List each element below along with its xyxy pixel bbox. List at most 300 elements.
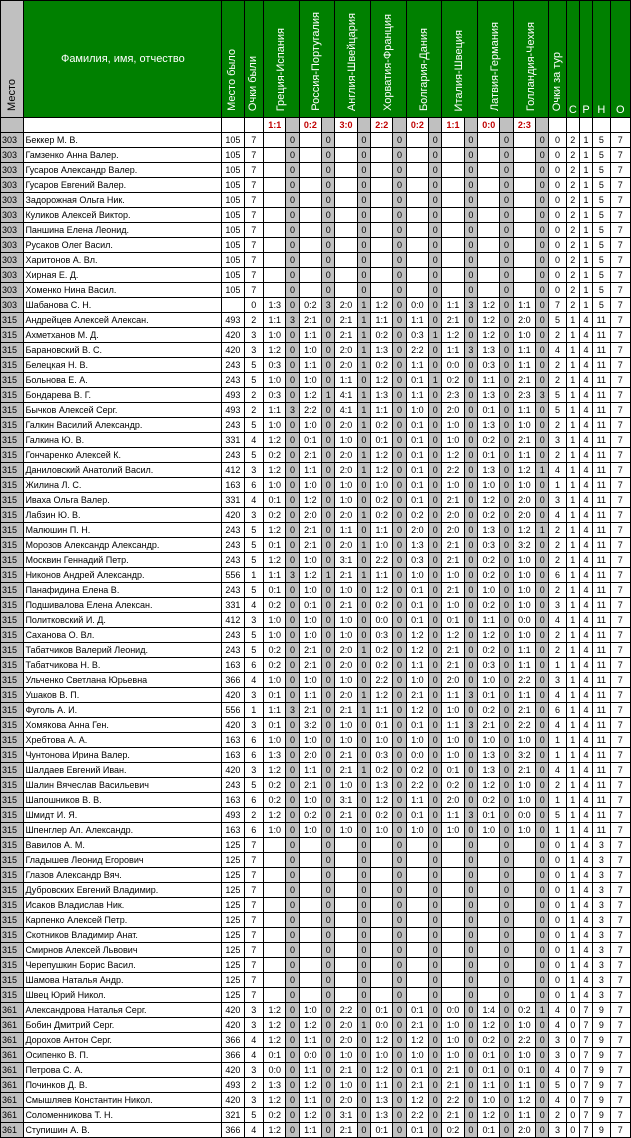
prediction-cell bbox=[406, 898, 428, 913]
match-points-cell: 0 bbox=[429, 463, 442, 478]
prev-points-cell: 5 bbox=[244, 778, 263, 793]
match-points-cell: 0 bbox=[429, 268, 442, 283]
prediction-cell bbox=[442, 943, 464, 958]
match-points-cell: 0 bbox=[464, 253, 477, 268]
prediction-cell: 0:2 bbox=[371, 763, 393, 778]
prediction-cell bbox=[299, 253, 321, 268]
match-points-cell: 0 bbox=[393, 763, 406, 778]
match-points-cell: 0 bbox=[536, 343, 549, 358]
prediction-cell: 0:1 bbox=[406, 493, 428, 508]
match-points-cell: 0 bbox=[500, 298, 513, 313]
match-points-cell: 0 bbox=[429, 868, 442, 883]
prev-place-cell: 420 bbox=[222, 508, 244, 523]
prediction-cell bbox=[478, 913, 500, 928]
prev-points-cell: 5 bbox=[244, 553, 263, 568]
prediction-cell: 2:2 bbox=[406, 343, 428, 358]
prediction-cell bbox=[371, 958, 393, 973]
prediction-cell: 0:1 bbox=[478, 808, 500, 823]
prediction-cell bbox=[371, 988, 393, 1003]
match-points-cell: 0 bbox=[322, 853, 335, 868]
prediction-cell: 1:2 bbox=[478, 328, 500, 343]
prev-points-cell: 6 bbox=[244, 733, 263, 748]
stat-cell: 7 bbox=[610, 478, 630, 493]
tour-points-cell: 0 bbox=[549, 253, 566, 268]
prediction-cell bbox=[442, 193, 464, 208]
prediction-cell: 0:3 bbox=[478, 358, 500, 373]
match-points-cell: 0 bbox=[429, 1078, 442, 1093]
results-row bbox=[1, 118, 631, 133]
name-cell: Морозов Александр Александр. bbox=[24, 538, 222, 553]
header-name: Фамилия, имя, отчество bbox=[24, 1, 222, 118]
match-points-cell: 0 bbox=[536, 673, 549, 688]
prev-points-cell: 7 bbox=[244, 148, 263, 163]
prediction-cell bbox=[299, 943, 321, 958]
prediction-cell bbox=[335, 133, 357, 148]
place-cell: 315 bbox=[1, 538, 24, 553]
place-cell: 361 bbox=[1, 1093, 24, 1108]
stat-cell: 4 bbox=[579, 763, 592, 778]
prediction-cell: 1:1 bbox=[513, 658, 535, 673]
prediction-cell: 1:1 bbox=[263, 703, 285, 718]
match-points-cell: 0 bbox=[286, 538, 299, 553]
match-points-cell: 0 bbox=[500, 448, 513, 463]
match-points-cell: 0 bbox=[322, 553, 335, 568]
place-cell: 315 bbox=[1, 583, 24, 598]
table-row bbox=[1, 343, 631, 358]
match-points-cell: 0 bbox=[536, 808, 549, 823]
stat-cell: 11 bbox=[593, 328, 610, 343]
prediction-cell: 1:0 bbox=[478, 733, 500, 748]
table-row bbox=[1, 1108, 631, 1123]
match-points-cell: 0 bbox=[429, 568, 442, 583]
prediction-cell: 1:1 bbox=[406, 388, 428, 403]
match-points-cell: 0 bbox=[357, 793, 370, 808]
prediction-cell bbox=[335, 268, 357, 283]
name-cell: Русаков Олег Васил. bbox=[24, 238, 222, 253]
prediction-cell bbox=[513, 148, 535, 163]
match-points-cell: 0 bbox=[322, 523, 335, 538]
match-points-cell: 0 bbox=[500, 658, 513, 673]
prediction-cell bbox=[478, 268, 500, 283]
tour-points-cell: 0 bbox=[549, 868, 566, 883]
prev-place-cell: 105 bbox=[222, 133, 244, 148]
stat-cell: 1 bbox=[566, 433, 579, 448]
prediction-cell: 1:1 bbox=[335, 523, 357, 538]
match-points-cell: 0 bbox=[286, 898, 299, 913]
prediction-cell: 2:0 bbox=[513, 508, 535, 523]
match-points-cell: 0 bbox=[464, 823, 477, 838]
match-points-cell: 0 bbox=[429, 253, 442, 268]
match-points-cell: 0 bbox=[286, 958, 299, 973]
results-spacer bbox=[500, 118, 513, 133]
prediction-cell: 1:1 bbox=[299, 358, 321, 373]
stat-cell: 7 bbox=[610, 358, 630, 373]
stat-cell: 11 bbox=[593, 403, 610, 418]
match-points-cell: 0 bbox=[429, 1048, 442, 1063]
table-row bbox=[1, 553, 631, 568]
match-points-cell: 0 bbox=[357, 133, 370, 148]
match-points-cell: 0 bbox=[500, 478, 513, 493]
match-points-cell: 0 bbox=[500, 433, 513, 448]
name-cell: Больнова Е. А. bbox=[24, 373, 222, 388]
table-row bbox=[1, 883, 631, 898]
prediction-cell: 1:1 bbox=[513, 343, 535, 358]
prediction-cell bbox=[513, 268, 535, 283]
stat-cell: 7 bbox=[610, 1033, 630, 1048]
match-points-cell: 0 bbox=[536, 403, 549, 418]
stat-cell: 2 bbox=[566, 148, 579, 163]
place-cell: 303 bbox=[1, 178, 24, 193]
prediction-cell bbox=[335, 943, 357, 958]
stat-cell: 7 bbox=[610, 388, 630, 403]
stat-cell: 7 bbox=[579, 1078, 592, 1093]
match-points-cell: 3 bbox=[464, 808, 477, 823]
prediction-cell bbox=[371, 208, 393, 223]
prediction-cell bbox=[371, 838, 393, 853]
stat-cell: 3 bbox=[593, 928, 610, 943]
prediction-cell: 1:0 bbox=[513, 598, 535, 613]
stat-cell: 1 bbox=[566, 613, 579, 628]
table-row bbox=[1, 1078, 631, 1093]
match-points-cell: 0 bbox=[500, 898, 513, 913]
name-cell: Белецкая Н. В. bbox=[24, 358, 222, 373]
stat-cell: 7 bbox=[610, 868, 630, 883]
prediction-cell: 0:0 bbox=[299, 1048, 321, 1063]
match-points-cell: 0 bbox=[393, 523, 406, 538]
name-cell: Гусаров Евгений Валер. bbox=[24, 178, 222, 193]
match-points-cell: 0 bbox=[536, 688, 549, 703]
prediction-cell bbox=[263, 148, 285, 163]
match-points-cell: 0 bbox=[322, 1063, 335, 1078]
prediction-cell bbox=[442, 988, 464, 1003]
match-points-cell: 0 bbox=[464, 238, 477, 253]
match-points-cell: 0 bbox=[357, 523, 370, 538]
stat-cell: 0 bbox=[566, 1033, 579, 1048]
match-points-cell: 0 bbox=[500, 253, 513, 268]
prev-place-cell: 163 bbox=[222, 823, 244, 838]
prediction-cell: 1:1 bbox=[442, 343, 464, 358]
match-points-cell: 0 bbox=[357, 973, 370, 988]
name-cell: Даниловский Анатолий Васил. bbox=[24, 463, 222, 478]
prediction-cell: 1:0 bbox=[371, 733, 393, 748]
stat-cell: 4 bbox=[579, 583, 592, 598]
match-points-cell: 0 bbox=[357, 613, 370, 628]
match-points-cell: 0 bbox=[464, 193, 477, 208]
prediction-cell: 2:2 bbox=[513, 1033, 535, 1048]
prediction-cell bbox=[513, 163, 535, 178]
match-points-cell: 1 bbox=[357, 643, 370, 658]
prev-place-cell: 125 bbox=[222, 853, 244, 868]
stat-cell: 7 bbox=[579, 1063, 592, 1078]
stat-cell: 1 bbox=[566, 928, 579, 943]
table-row bbox=[1, 1033, 631, 1048]
prediction-cell bbox=[513, 943, 535, 958]
stat-cell: 4 bbox=[579, 463, 592, 478]
match-points-cell: 0 bbox=[357, 733, 370, 748]
header-match-5: Болгария-Дания bbox=[406, 1, 442, 118]
name-cell: Ахметханов М. Д. bbox=[24, 328, 222, 343]
tour-points-cell: 5 bbox=[549, 388, 566, 403]
prediction-cell: 1:1 bbox=[299, 1123, 321, 1138]
match-points-cell: 0 bbox=[322, 658, 335, 673]
match-points-cell: 0 bbox=[393, 1078, 406, 1093]
prediction-cell: 1:0 bbox=[513, 733, 535, 748]
match-points-cell: 0 bbox=[322, 283, 335, 298]
name-cell: Хребтова А. А. bbox=[24, 733, 222, 748]
prediction-cell: 1:0 bbox=[442, 433, 464, 448]
match-points-cell: 0 bbox=[536, 163, 549, 178]
match-points-cell: 0 bbox=[500, 613, 513, 628]
prediction-cell: 2:2 bbox=[371, 673, 393, 688]
stat-cell: 1 bbox=[579, 223, 592, 238]
prev-points-cell: 5 bbox=[244, 358, 263, 373]
prediction-cell bbox=[513, 883, 535, 898]
match-points-cell: 0 bbox=[286, 1093, 299, 1108]
table-row bbox=[1, 748, 631, 763]
table-row bbox=[1, 268, 631, 283]
match-points-cell: 0 bbox=[429, 883, 442, 898]
prediction-cell: 1:2 bbox=[478, 778, 500, 793]
prev-points-cell: 3 bbox=[244, 763, 263, 778]
prev-place-cell: 493 bbox=[222, 403, 244, 418]
match-points-cell: 0 bbox=[322, 403, 335, 418]
header-match-6: Италия-Швеция bbox=[442, 1, 478, 118]
prev-points-cell: 5 bbox=[244, 538, 263, 553]
tour-points-cell: 0 bbox=[549, 913, 566, 928]
match-result: 2:2 bbox=[371, 118, 393, 133]
prediction-cell: 3:1 bbox=[335, 1108, 357, 1123]
prediction-cell: 1:0 bbox=[442, 733, 464, 748]
place-cell: 361 bbox=[1, 1108, 24, 1123]
name-cell: Табатчикова Н. В. bbox=[24, 658, 222, 673]
prediction-cell bbox=[442, 838, 464, 853]
tour-points-cell: 0 bbox=[549, 988, 566, 1003]
stat-cell: 11 bbox=[593, 358, 610, 373]
tour-points-cell: 0 bbox=[549, 223, 566, 238]
place-cell: 315 bbox=[1, 793, 24, 808]
match-points-cell: 0 bbox=[429, 208, 442, 223]
prev-place-cell: 105 bbox=[222, 193, 244, 208]
prediction-cell: 1:0 bbox=[513, 1018, 535, 1033]
match-points-cell: 0 bbox=[286, 1033, 299, 1048]
prediction-cell: 1:1 bbox=[513, 403, 535, 418]
table-row bbox=[1, 1093, 631, 1108]
place-cell: 315 bbox=[1, 613, 24, 628]
prediction-cell: 2:1 bbox=[442, 493, 464, 508]
match-points-cell: 0 bbox=[536, 988, 549, 1003]
place-cell: 303 bbox=[1, 253, 24, 268]
stat-cell: 11 bbox=[593, 523, 610, 538]
prediction-cell bbox=[406, 943, 428, 958]
match-points-cell: 3 bbox=[286, 313, 299, 328]
stat-cell: 7 bbox=[610, 733, 630, 748]
match-points-cell: 0 bbox=[536, 418, 549, 433]
stat-cell: 7 bbox=[610, 238, 630, 253]
match-points-cell: 0 bbox=[322, 328, 335, 343]
stat-cell: 0 bbox=[566, 1093, 579, 1108]
match-points-cell: 0 bbox=[464, 538, 477, 553]
match-points-cell: 1 bbox=[357, 328, 370, 343]
prediction-cell: 1:2 bbox=[263, 1033, 285, 1048]
prev-points-cell: 4 bbox=[244, 1033, 263, 1048]
results-spacer bbox=[393, 118, 406, 133]
match-points-cell: 0 bbox=[464, 883, 477, 898]
stat-cell: 9 bbox=[593, 1033, 610, 1048]
prev-points-cell: 5 bbox=[244, 448, 263, 463]
prediction-cell: 1:0 bbox=[513, 793, 535, 808]
stat-cell: 1 bbox=[566, 493, 579, 508]
stat-cell: 1 bbox=[566, 643, 579, 658]
prediction-cell bbox=[406, 883, 428, 898]
prev-place-cell: 420 bbox=[222, 688, 244, 703]
match-points-cell: 0 bbox=[286, 973, 299, 988]
prediction-cell: 1:0 bbox=[299, 673, 321, 688]
stat-cell: 1 bbox=[579, 238, 592, 253]
place-cell: 315 bbox=[1, 733, 24, 748]
prediction-cell: 0:1 bbox=[406, 433, 428, 448]
match-points-cell: 0 bbox=[357, 943, 370, 958]
match-result: 2:3 bbox=[513, 118, 535, 133]
stat-cell: 7 bbox=[610, 298, 630, 313]
prediction-cell: 1:3 bbox=[478, 343, 500, 358]
prediction-cell: 0:1 bbox=[371, 1003, 393, 1018]
match-points-cell: 0 bbox=[464, 853, 477, 868]
prev-place-cell: 331 bbox=[222, 433, 244, 448]
match-points-cell: 0 bbox=[286, 148, 299, 163]
match-points-cell: 0 bbox=[500, 223, 513, 238]
match-points-cell: 0 bbox=[357, 163, 370, 178]
prev-points-cell: 5 bbox=[244, 1108, 263, 1123]
name-cell: Петрова С. А. bbox=[24, 1063, 222, 1078]
table-row bbox=[1, 718, 631, 733]
stat-cell: 1 bbox=[579, 268, 592, 283]
match-points-cell: 0 bbox=[322, 433, 335, 448]
match-points-cell: 0 bbox=[500, 178, 513, 193]
prediction-cell: 1:2 bbox=[442, 328, 464, 343]
prediction-cell: 1:3 bbox=[371, 388, 393, 403]
match-points-cell: 0 bbox=[357, 553, 370, 568]
prediction-cell bbox=[335, 988, 357, 1003]
match-points-cell: 0 bbox=[286, 928, 299, 943]
stat-cell: 7 bbox=[579, 1093, 592, 1108]
prediction-cell: 2:0 bbox=[335, 343, 357, 358]
match-points-cell: 3 bbox=[464, 688, 477, 703]
match-points-cell: 1 bbox=[322, 388, 335, 403]
match-points-cell: 0 bbox=[357, 148, 370, 163]
prev-place-cell: 105 bbox=[222, 148, 244, 163]
place-cell: 315 bbox=[1, 388, 24, 403]
prediction-cell: 1:1 bbox=[299, 1093, 321, 1108]
prediction-cell: 0:3 bbox=[406, 328, 428, 343]
prediction-cell bbox=[478, 253, 500, 268]
match-points-cell: 0 bbox=[393, 913, 406, 928]
prediction-cell bbox=[406, 868, 428, 883]
prediction-cell: 0:0 bbox=[263, 1063, 285, 1078]
match-points-cell: 0 bbox=[393, 1018, 406, 1033]
stat-cell: 1 bbox=[566, 913, 579, 928]
prediction-cell: 1:2 bbox=[371, 373, 393, 388]
match-points-cell: 0 bbox=[393, 883, 406, 898]
match-points-cell: 0 bbox=[500, 238, 513, 253]
match-points-cell: 0 bbox=[322, 973, 335, 988]
match-points-cell: 0 bbox=[536, 358, 549, 373]
name-cell: Фуголь А. И. bbox=[24, 703, 222, 718]
match-points-cell: 0 bbox=[322, 313, 335, 328]
prediction-cell bbox=[478, 943, 500, 958]
match-points-cell: 0 bbox=[429, 748, 442, 763]
prediction-cell: 0:1 bbox=[442, 763, 464, 778]
match-points-cell: 0 bbox=[357, 1108, 370, 1123]
stat-cell: 1 bbox=[566, 313, 579, 328]
place-cell: 361 bbox=[1, 1018, 24, 1033]
stat-cell: 2 bbox=[566, 283, 579, 298]
match-points-cell: 0 bbox=[536, 568, 549, 583]
table-row bbox=[1, 433, 631, 448]
prediction-cell bbox=[442, 973, 464, 988]
prev-points-cell: 4 bbox=[244, 673, 263, 688]
prediction-cell: 2:0 bbox=[335, 688, 357, 703]
stat-cell: 1 bbox=[579, 163, 592, 178]
table-row bbox=[1, 418, 631, 433]
prediction-cell: 0:2 bbox=[442, 1123, 464, 1138]
match-points-cell: 0 bbox=[286, 448, 299, 463]
match-points-cell: 0 bbox=[536, 238, 549, 253]
match-points-cell: 0 bbox=[500, 913, 513, 928]
name-cell: Шпенглер Ал. Александр. bbox=[24, 823, 222, 838]
prev-place-cell: 163 bbox=[222, 658, 244, 673]
prediction-cell: 2:1 bbox=[299, 313, 321, 328]
prediction-cell bbox=[371, 898, 393, 913]
name-cell: Соломенникова Т. Н. bbox=[24, 1108, 222, 1123]
match-points-cell: 0 bbox=[357, 823, 370, 838]
match-points-cell: 0 bbox=[536, 133, 549, 148]
prediction-cell: 2:1 bbox=[513, 763, 535, 778]
match-points-cell: 0 bbox=[429, 1063, 442, 1078]
prediction-cell: 1:1 bbox=[478, 1078, 500, 1093]
match-points-cell: 0 bbox=[536, 1048, 549, 1063]
prediction-cell: 2:1 bbox=[299, 658, 321, 673]
stat-cell: 1 bbox=[579, 178, 592, 193]
stat-cell: 4 bbox=[579, 613, 592, 628]
prediction-cell: 1:3 bbox=[263, 298, 285, 313]
match-points-cell: 0 bbox=[322, 898, 335, 913]
stat-cell: 11 bbox=[593, 343, 610, 358]
name-cell: Александрова Наталья Серг. bbox=[24, 1003, 222, 1018]
match-points-cell: 0 bbox=[286, 238, 299, 253]
tour-points-cell: 4 bbox=[549, 688, 566, 703]
stat-cell: 2 bbox=[566, 133, 579, 148]
stat-cell: 2 bbox=[566, 178, 579, 193]
prev-place-cell: 105 bbox=[222, 223, 244, 238]
prev-points-cell: 7 bbox=[244, 283, 263, 298]
stat-cell: 5 bbox=[593, 268, 610, 283]
match-points-cell: 0 bbox=[357, 868, 370, 883]
prediction-cell: 0:2 bbox=[442, 373, 464, 388]
prediction-cell: 0:1 bbox=[263, 538, 285, 553]
prev-place-cell: 163 bbox=[222, 748, 244, 763]
prev-place-cell: 420 bbox=[222, 328, 244, 343]
prev-place-cell: 493 bbox=[222, 313, 244, 328]
match-points-cell: 0 bbox=[357, 223, 370, 238]
stat-cell: 7 bbox=[610, 853, 630, 868]
prediction-cell: 1:3 bbox=[478, 523, 500, 538]
prediction-cell bbox=[371, 853, 393, 868]
prediction-cell: 2:1 bbox=[442, 538, 464, 553]
prediction-cell: 1:2 bbox=[263, 463, 285, 478]
match-points-cell: 0 bbox=[322, 928, 335, 943]
prediction-cell: 0:1 bbox=[406, 583, 428, 598]
prev-points-cell: 1 bbox=[244, 568, 263, 583]
